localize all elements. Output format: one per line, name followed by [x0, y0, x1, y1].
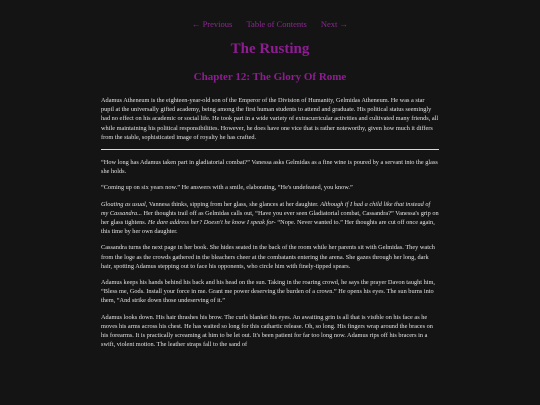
previous-chapter-link[interactable]: ← Previous: [191, 19, 233, 29]
paragraph-3-text-2: Her thoughts trail off as Gelmidas calls out, “Have you ever seen Gladiatorial combat, Cassandra?” Vanessa's grip on her glass tightens.: [101, 209, 439, 227]
section-divider: [101, 149, 439, 150]
next-chapter-link[interactable]: Next →: [320, 19, 349, 29]
chapter-title: Chapter 12: The Glory Of Rome: [193, 71, 347, 83]
paragraph-3-italic-3: He dare address her? Doesn't he know I speak for-: [147, 219, 276, 227]
chapter-summary: Adamus Atheneum is the eighteen-year-old son of the Emperor of the Division of Humanity, Gelmidas Atheneum. He was a star pupil at the universally gifted academy, being among the first human students to attend and graduate. His political status seemingly had no effect on his academic or social life. He took part in a wide variety of extracurricular activities and cultivated many friends, all while maintaining his political responsibilities. However, he does have one vice that is rather noteworthy, given how much it differs from the stable, sophisticated image of royalty he has crafted.: [101, 97, 439, 141]
paragraph-6: Adamus looks down. His hair thrashes his brow. The curls blanket his eyes. An awaiting grin is all that is visible on his face as he moves his arms across his chest. He has waited so long for this cathartic release. Oh, so long. His fingers wrap around the braces on his forearms. It is practically screaming at him to be let out. It's been patient for far too long now. Adamus rips off his bracers in a swift, violent motion. The leather straps fall to the sand of: [101, 313, 433, 349]
chapter-navigation: [0, 19, 540, 29]
paragraph-3-italic-1: Gloating as usual,: [101, 200, 148, 208]
chapter-content: [101, 96, 439, 356]
paragraph-1: “How long has Adamus taken part in gladiatorial combat?” Vanessa asks Gelmidas as a fine wine is poured by a servant into the glass she holds.: [101, 159, 438, 176]
paragraph-3-text-3: “Nope. Never wanted to.” Her thoughts are cut off once again, this time by her own daughter.: [101, 219, 435, 236]
paragraph-5: Adamus keeps his hands behind his back and his head on the sun. Taking in the roaring crowd, he says the prayer Davon taught him, “Bless me, Gods. Install your force in me. Grant me power deserving the burden of a crown.” He opens his eyes. The sun burns into them, “And strike down those undeserving of it.”: [101, 279, 435, 305]
table-of-contents-link[interactable]: Table of Contents: [246, 19, 307, 29]
paragraph-3-italic-2: Although if I had a child like that instead of my Cassandra...: [101, 200, 431, 217]
story-title: The Rusting: [230, 41, 310, 57]
paragraph-3-text-1: Vannesa thinks, sipping from her glass, she glances at her daughter.: [147, 200, 321, 208]
paragraph-2: “Coming up on six years now.” He answers with a smile, elaborating, “He's undefeated, you know.”: [101, 184, 353, 192]
paragraph-4: Cassandra turns the next page in her book. She hides seated in the back of the room while her parents sit with Gelmidas. They watch from the loge as the crowds gathered in the bleachers cheer at the combatants entering the arena. She gazes through her long, dark hair, spotting Adamus stepping out to face his opponents, who circle him with finely-tipped spears.: [101, 244, 435, 270]
paragraph-3: [101, 200, 439, 237]
